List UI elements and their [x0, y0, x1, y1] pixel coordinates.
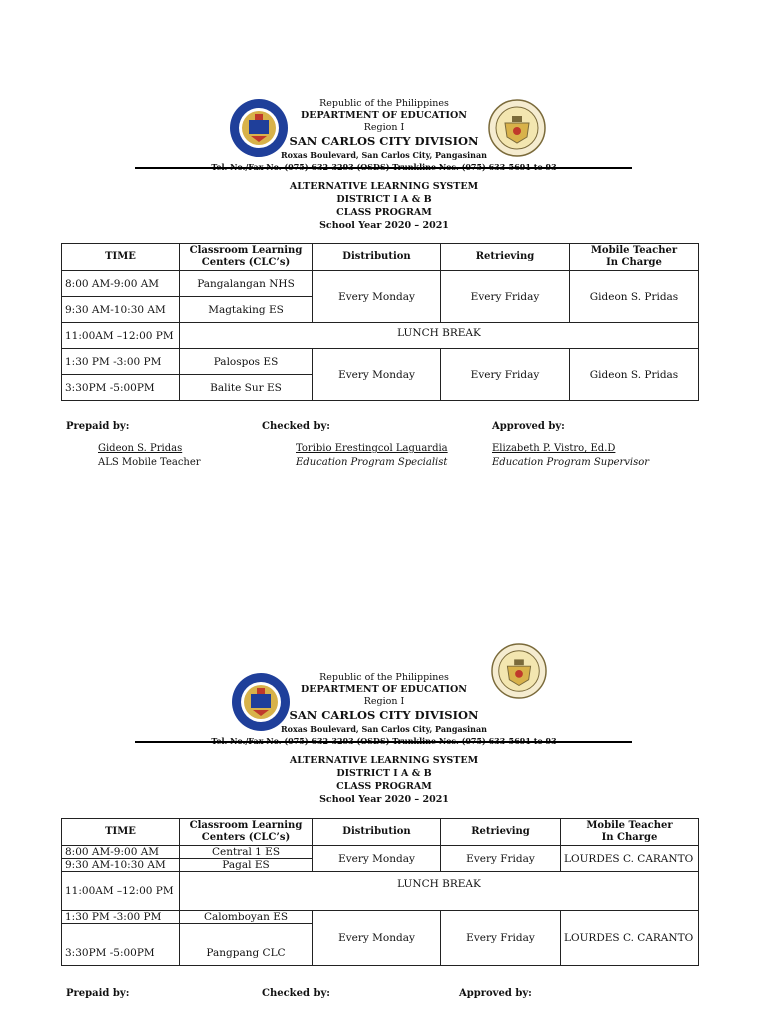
prepared-by-role: ALS Mobile Teacher [98, 457, 201, 468]
header-divider [135, 167, 632, 169]
division-line: SAN CARLOS CITY DIVISION [289, 708, 479, 722]
header-teacher: Mobile Teacher In Charge [561, 819, 699, 846]
title-line-2: DISTRICT I A & B [336, 194, 432, 205]
region-line: Region I [363, 122, 405, 133]
class-program-table [61, 818, 699, 966]
letterhead [0, 98, 768, 173]
title-line-1: ALTERNATIVE LEARNING SYSTEM [289, 181, 479, 192]
header-distribution: Distribution [313, 819, 441, 846]
lunch-row [62, 872, 699, 911]
distribution-cell: Every Monday [313, 846, 441, 872]
program-title [0, 180, 768, 232]
retrieving-cell: Every Friday [441, 271, 570, 323]
lunch-break-cell: LUNCH BREAK [180, 323, 699, 349]
letterhead [0, 672, 768, 747]
teacher-cell: LOURDES C. CARANTO [561, 846, 699, 872]
time-cell: 1:30 PM -3:00 PM [62, 911, 180, 924]
clc-cell: Pangalangan NHS [180, 271, 313, 297]
retrieving-cell: Every Friday [441, 846, 561, 872]
address-line: Roxas Boulevard, San Carlos City, Pangasinan [281, 724, 487, 734]
clc-cell: Calomboyan ES [180, 911, 313, 924]
checked-by-name: Toribio Erestingcol Laguardia [296, 443, 448, 454]
title-line-2: DISTRICT I A & B [336, 768, 432, 779]
time-cell: 8:00 AM-9:00 AM [62, 846, 180, 859]
header-retrieving: Retrieving [441, 244, 570, 271]
checked-by-role: Education Program Specialist [296, 457, 448, 468]
republic-line: Republic of the Philippines [319, 98, 449, 109]
title-line-3: CLASS PROGRAM [336, 207, 432, 218]
time-cell: 3:30PM -5:00PM [62, 924, 180, 966]
teacher-cell: LOURDES C. CARANTO [561, 911, 699, 966]
distribution-cell: Every Monday [313, 271, 441, 323]
header-time: TIME [62, 244, 180, 271]
clc-cell: Pagal ES [180, 859, 313, 872]
class-program-table [61, 243, 699, 401]
clc-cell: Palospos ES [180, 349, 313, 375]
prepared-by-label: Prepaid by: [66, 988, 130, 999]
table-header-row [62, 244, 699, 271]
time-cell: 3:30PM -5:00PM [62, 375, 180, 401]
retrieving-cell: Every Friday [441, 349, 570, 401]
division-line: SAN CARLOS CITY DIVISION [289, 134, 479, 148]
header-teacher: Mobile Teacher In Charge [570, 244, 699, 271]
time-cell: 11:00AM –12:00 PM [62, 323, 180, 349]
prepared-by-name: Gideon S. Pridas [98, 443, 183, 454]
header-clc: Classroom Learning Centers (CLC’s) [180, 244, 313, 271]
table-row [62, 349, 699, 375]
department-line: DEPARTMENT OF EDUCATION [301, 110, 467, 121]
department-line: DEPARTMENT OF EDUCATION [301, 684, 467, 695]
time-cell: 1:30 PM -3:00 PM [62, 349, 180, 375]
address-line: Roxas Boulevard, San Carlos City, Pangasinan [281, 150, 487, 160]
title-line-4: School Year 2020 – 2021 [319, 794, 449, 805]
time-cell: 9:30 AM-10:30 AM [62, 859, 180, 872]
clc-cell: Pangpang CLC [180, 924, 313, 966]
time-cell: 8:00 AM-9:00 AM [62, 271, 180, 297]
distribution-cell: Every Monday [313, 349, 441, 401]
clc-cell: Balite Sur ES [180, 375, 313, 401]
distribution-cell: Every Monday [313, 911, 441, 966]
checked-by-label: Checked by: [262, 421, 330, 432]
teacher-cell: Gideon S. Pridas [570, 349, 699, 401]
retrieving-cell: Every Friday [441, 911, 561, 966]
title-line-1: ALTERNATIVE LEARNING SYSTEM [289, 755, 479, 766]
lunch-row [62, 323, 699, 349]
approved-by-label: Approved by: [492, 421, 565, 432]
time-cell: 9:30 AM-10:30 AM [62, 297, 180, 323]
lunch-break-cell: LUNCH BREAK [180, 872, 699, 911]
title-line-4: School Year 2020 – 2021 [319, 220, 449, 231]
table-row [62, 271, 699, 297]
clc-cell: Central 1 ES [180, 846, 313, 859]
table-row [62, 911, 699, 924]
approved-by-label: Approved by: [459, 988, 532, 999]
approved-by-role: Education Program Supervisor [492, 457, 650, 468]
header-clc: Classroom Learning Centers (CLC’s) [180, 819, 313, 846]
time-cell: 11:00AM –12:00 PM [62, 872, 180, 911]
header-distribution: Distribution [313, 244, 441, 271]
title-line-3: CLASS PROGRAM [336, 781, 432, 792]
prepared-by-label: Prepaid by: [66, 421, 130, 432]
republic-line: Republic of the Philippines [319, 672, 449, 683]
header-divider [135, 741, 632, 743]
header-retrieving: Retrieving [441, 819, 561, 846]
program-title [0, 754, 768, 806]
region-line: Region I [363, 696, 405, 707]
teacher-cell: Gideon S. Pridas [570, 271, 699, 323]
clc-cell: Magtaking ES [180, 297, 313, 323]
table-row [62, 846, 699, 859]
approved-by-name: Elizabeth P. Vistro, Ed.D [492, 443, 616, 454]
header-time: TIME [62, 819, 180, 846]
checked-by-label: Checked by: [262, 988, 330, 999]
table-header-row [62, 819, 699, 846]
